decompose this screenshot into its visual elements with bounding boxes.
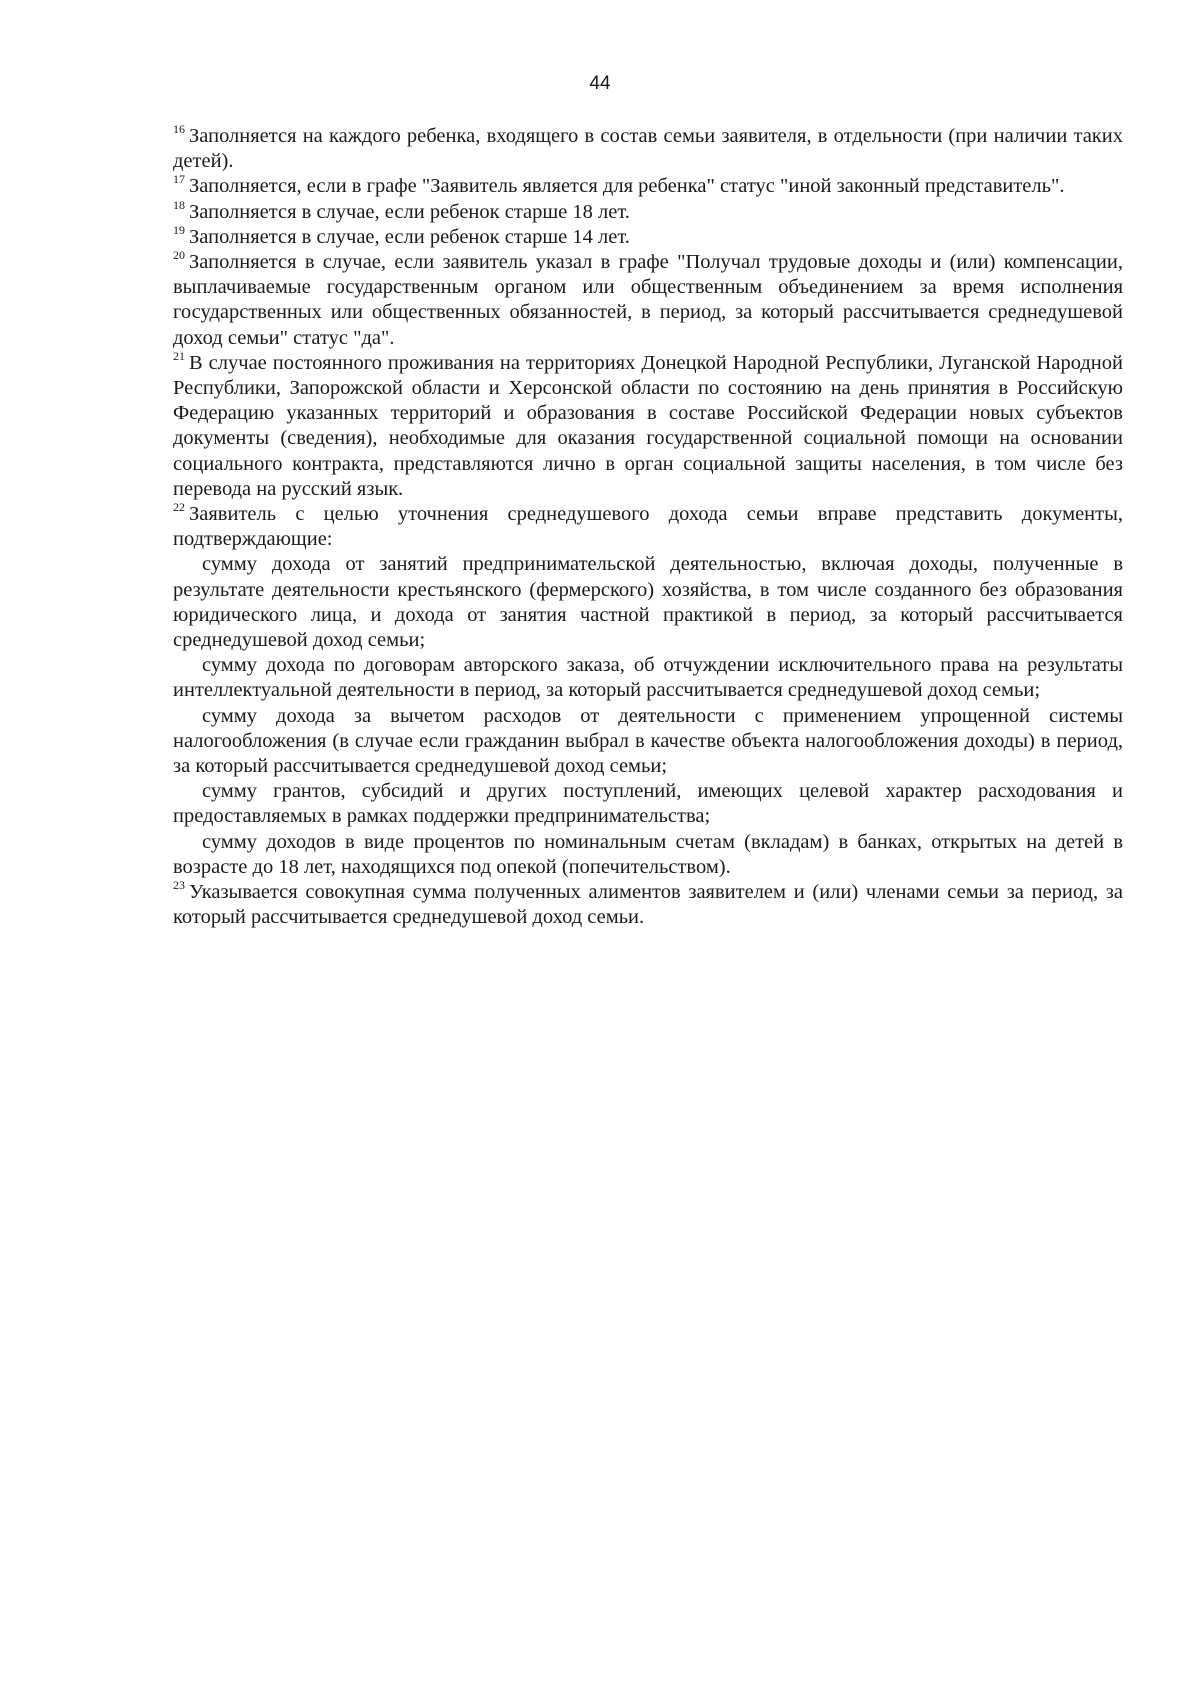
footnote-22-item: сумму дохода по договорам авторского заказа, об отчуждении исключительного права на результаты интеллектуальной деятельности в период, за который рассчитывается среднедушевой доход семьи; (173, 654, 1123, 702)
footnote-22-item: сумму грантов, субсидий и других поступлений, имеющих целевой характер расходования и предоставляемых в рамках поддержки предпринимательства; (173, 780, 1123, 828)
footnote-marker: 21 (173, 348, 185, 363)
footnote-22-item: сумму дохода за вычетом расходов от деятельности с применением упрощенной системы налогообложения (в случае если гражданин выбрал в качестве объекта налогообложения доходы) в период, за который рассчитывается среднедушевой доход семьи; (173, 704, 1123, 778)
footnote-text: Заполняется, если в графе "Заявитель является для ребенка" статус "иной законный представитель". (189, 175, 1065, 198)
footnote-21 (173, 348, 1123, 502)
footnote-17 (173, 174, 1123, 199)
footnote-18 (173, 197, 1123, 225)
footnote-22-item: сумму доходов в виде процентов по номинальным счетам (вкладам) в банках, открытых на детей в возрасте до 18 лет, находящихся под опекой (попечительством). (173, 830, 1123, 878)
footnotes-section (173, 124, 1123, 931)
footnote-marker: 22 (173, 500, 185, 515)
footnote-text: Заполняется в случае, если ребенок старше 18 лет. (189, 200, 630, 223)
footnote-marker: 18 (173, 197, 185, 212)
footnote-22-item: сумму дохода от занятий предпринимательской деятельностью, включая доходы, полученные в результате деятельности крестьянского (фермерского) хозяйства, в том числе созданного без образования юридического лица, и дохода от занятия частной практикой в период, за который рассчитывается среднедушевой доход семьи; (173, 553, 1123, 652)
footnote-23 (173, 880, 1123, 930)
footnote-20 (173, 250, 1123, 351)
page-number: 44 (589, 73, 611, 94)
footnote-text: Заполняется в случае, если ребенок старше 14 лет. (189, 225, 630, 248)
footnote-text: В случае постоянного проживания на территориях Донецкой Народной Республики, Луганской Народной Республики, Запорожской области и Херсонской области по состоянию на день принятия в Российскую Федерацию указанных территорий и образования в составе Российской Федерации новых субъектов документы (сведения), необходимые для оказания государственной социальной помощи на основании социального контракта, представляются лично в орган социальной защиты населения, в том числе без перевода на русский язык. (173, 351, 1123, 500)
footnote-text: Заявитель с целью уточнения среднедушевого дохода семьи вправе представить документы, подтверждающие: (173, 503, 1123, 551)
footnote-text: Заполняется на каждого ребенка, входящего в состав семьи заявителя, в отдельности (при наличии таких детей). (173, 125, 1123, 173)
footnote-marker: 20 (173, 248, 185, 263)
footnote-marker: 17 (173, 172, 185, 187)
footnote-marker: 23 (173, 878, 185, 893)
footnote-text: Указывается совокупная сумма полученных алиментов заявителем и (или) членами семьи за период, за который рассчитывается среднедушевой доход семьи. (173, 881, 1123, 929)
footnote-marker: 19 (173, 222, 185, 237)
footnote-marker: 16 (173, 122, 185, 136)
footnote-19 (173, 222, 1123, 250)
footnote-text: Заполняется в случае, если заявитель указал в графе "Получал трудовые доходы и (или) компенсации, выплачиваемые государственным органом или общественным объединением за время исполнения государственных или общественных обязанностей, в период, за который рассчитывается среднедушевой доход семьи" статус "да". (173, 251, 1123, 349)
footnote-22 (173, 502, 1123, 552)
footnote-16 (173, 124, 1123, 174)
